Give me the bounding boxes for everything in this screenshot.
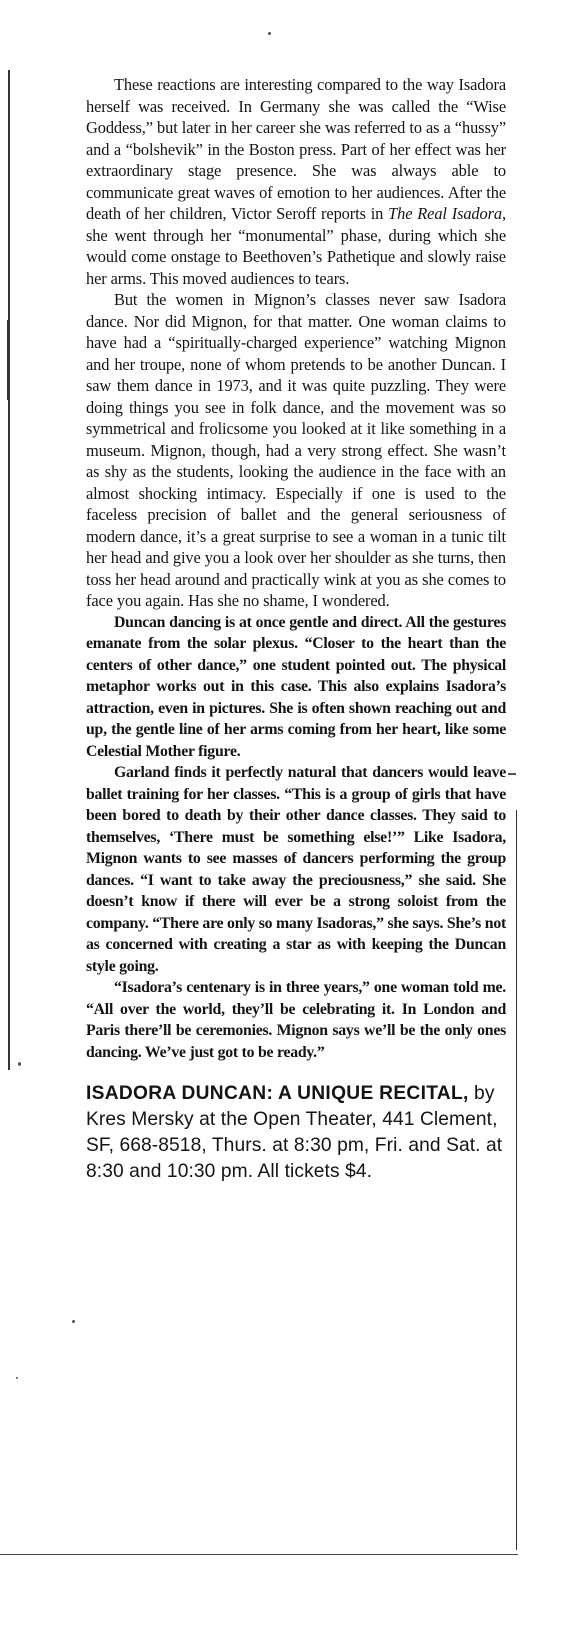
right-column-rule xyxy=(516,810,517,1550)
paragraph-garland: Garland finds it perfectly natural that dancers would leave ballet training for her classes. “This is a group of girls that have been bored to death by their other dance classes. They said to themselves, ‘There must be something else!’” Like Isadora, Mignon wants to see masses of dancers performing the group dances. “I want to take away the preciousness,” she said. She doesn’t know if there will ever be a strong soloist from the company. “There are only so many Isadoras,” she says. She’s not as concerned with creating a star as with keeping the Duncan style going. xyxy=(86,764,506,975)
left-column-rule xyxy=(8,70,10,1070)
article-column xyxy=(86,74,506,1185)
event-listing xyxy=(86,1081,506,1185)
scan-speck xyxy=(508,773,516,775)
paragraph-mignon-classes: But the women in Mignon’s classes never saw Isadora dance. Nor did Mignon, for that matter. One woman claims to have had a “spiritually-charged experience” watching Mignon and her troupe, none of whom pretends to be another Duncan. I saw them dance in 1973, and it was quite puzzling. They were doing things you see in folk dance, and the movement was so symmetrical and frolicsome you looked at it like something in a museum. Mignon, though, had a very strong effect. She wasn’t as shy as the students, looking the audience in the face with an almost shocking intimacy. Especially if one is used to the faceless precision of ballet and the general seriousness of modern dance, it’s a great surprise to see a woman in a tunic tilt her head and give you a look over her shoulder as she turns, then toss her head around and practically wink at you as she comes to face you again. Has she no shame, I wondered. xyxy=(86,290,506,610)
paragraph-centenary: “Isadora’s centenary is in three years,” one woman told me. “All over the world, they’ll be celebrating it. In London and Paris there’ll be ceremonies. Mignon says we’ll be the only ones dancing. We’ve just got to be ready.” xyxy=(86,979,506,1061)
scan-speck xyxy=(16,1377,18,1379)
event-headline: ISADORA DUNCAN: A UNIQUE RECITAL, xyxy=(86,1083,469,1104)
scan-speck xyxy=(18,1062,21,1066)
paragraph-duncan-dancing: Duncan dancing is at once gentle and direct. All the gestures emanate from the solar plexus. “Closer to the heart than the centers of other dance,” one student pointed out. The physical metaphor works out in this case. This also explains Isadora’s attraction, even in pictures. She is often shown reaching out and up, the gentle line of her arms coming from her heart, like some Celestial Mother figure. xyxy=(86,613,506,760)
scan-speck xyxy=(268,32,271,35)
left-column-rule-heavy xyxy=(7,320,10,400)
event-details: by Kres Mersky at the Open Theater, 441 Clement, SF, 668-8518, Thurs. at 8:30 pm, Fri. and Sat. at 8:30 and 10:30 pm. All tickets $4. xyxy=(86,1083,503,1182)
paragraph-reactions-end: , she went through her “monumental” phase, during which she would come onstage to Beethoven’s Pathetique and slowly raise her arms. This moved audiences to tears. xyxy=(86,204,507,288)
book-title: The Real Isadora xyxy=(388,204,503,223)
scan-speck xyxy=(72,1320,75,1323)
paragraph-reactions-text: These reactions are interesting compared to the way Isadora herself was received. In Germany she was called the “Wise Goddess,” but later in her career she was referred to as a “hussy” and a “bolshevik” in the Boston press. Part of her effect was her extraordinary stage presence. She was always able to communicate great waves of emotion to her audiences. After the death of her children, Victor Seroff reports in xyxy=(86,75,506,223)
bottom-rule xyxy=(0,1554,518,1555)
paragraph-reactions xyxy=(86,74,506,289)
